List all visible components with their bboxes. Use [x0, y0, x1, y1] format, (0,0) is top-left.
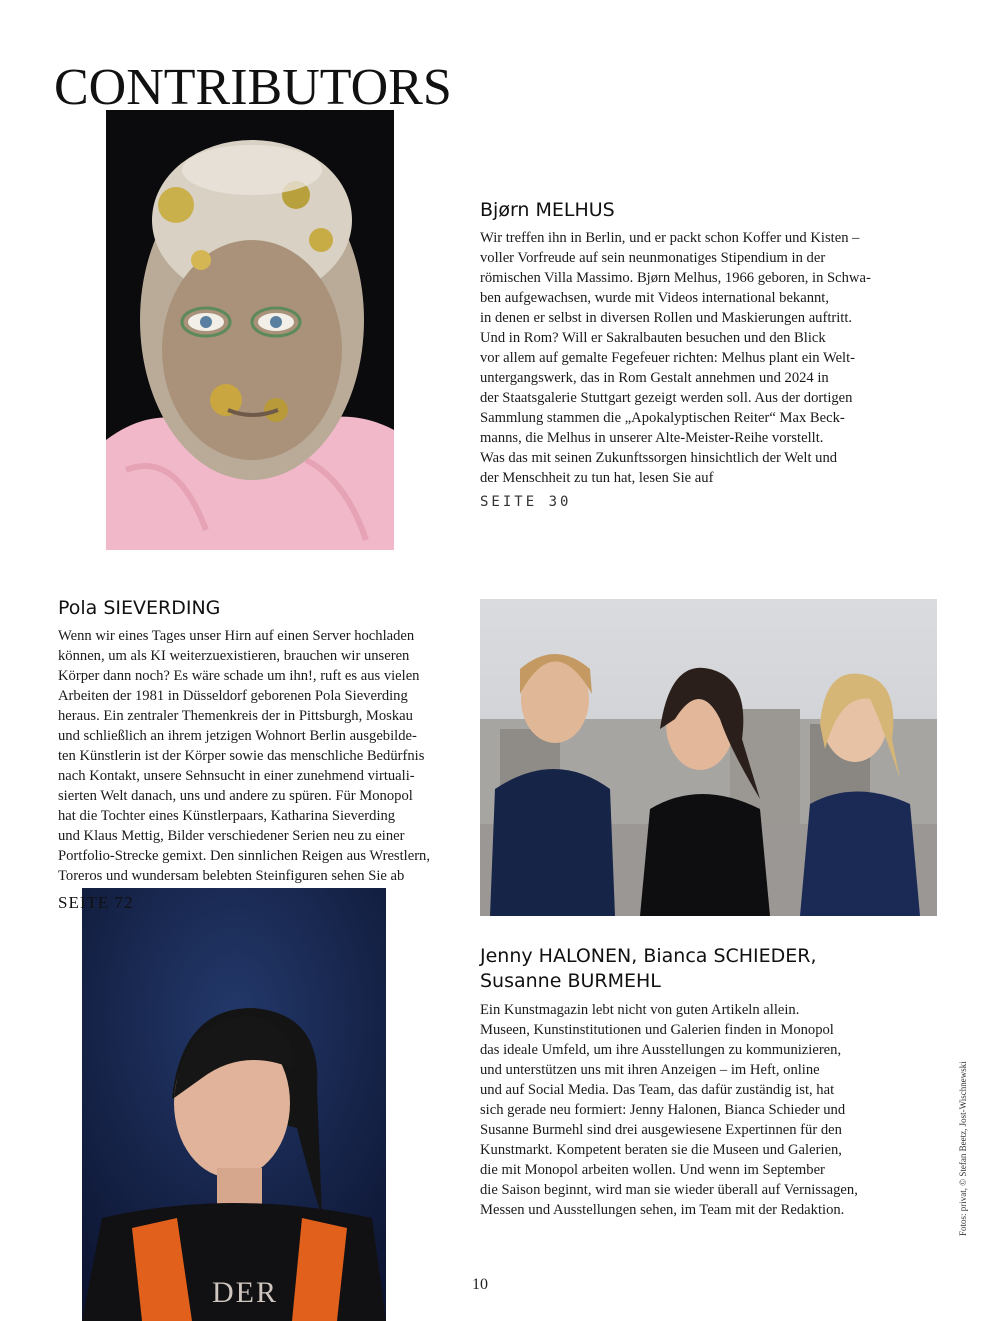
text-line: und auf Social Media. Das Team, das dafür zuständig ist, hat — [480, 1082, 835, 1098]
text-line: Arbeiten der 1981 in Düsseldorf geborenen Pola Sieverding — [58, 688, 408, 704]
text-line: können, um als KI weiterzuexistieren, brauchen wir unseren — [58, 648, 410, 664]
team-names-line-2: Susanne BURMEHL — [480, 970, 661, 992]
sieverding-page-reference: SEITE 72 — [58, 893, 134, 912]
melhus-page-reference: SEITE 30 — [480, 494, 572, 510]
team-names-line-1: Jenny HALONEN, Bianca SCHIEDER, — [480, 945, 817, 967]
text-line: nach Kontakt, unsere Sehnsucht in einer zunehmend virtuali- — [58, 768, 415, 784]
text-line: Portfolio-Strecke gemixt. Den sinnlichen Reigen aus Wrestlern, — [58, 848, 431, 864]
text-line: und Klaus Mettig, Bilder verschiedener Serien neu zu einer — [58, 828, 405, 844]
text-line: der Menschheit zu tun hat, lesen Sie auf — [480, 470, 714, 486]
text-line: Toreros und wundersam belebten Steinfiguren sehen Sie ab — [58, 868, 405, 884]
melhus-name: Bjørn MELHUS — [480, 199, 615, 221]
text-line: die Saison beginnt, wird man sie wieder überall auf Vernissagen, — [480, 1182, 858, 1198]
text-line: Messen und Ausstellungen sehen, im Team mit der Redaktion. — [480, 1202, 845, 1218]
page-title: CONTRIBUTORS — [54, 59, 452, 116]
sieverding-body — [58, 626, 430, 886]
text-line: Und in Rom? Will er Sakralbauten besuchen und den Blick — [480, 330, 826, 346]
text-line: ben aufgewachsen, wurde mit Videos international bekannt, — [480, 290, 829, 306]
text-line: die mit Monopol arbeiten wollen. Und wenn im September — [480, 1162, 825, 1178]
text-line: das ideale Umfeld, um ihre Ausstellungen zu kommunizieren, — [480, 1042, 842, 1058]
text-line: Wir treffen ihn in Berlin, und er packt schon Koffer und Kisten – — [480, 230, 860, 246]
text-line: vor allem auf gemalte Fegefeuer richten: Melhus plant ein Welt- — [480, 350, 856, 366]
text-line: und unterstützen uns mit ihren Anzeigen – im Heft, online — [480, 1062, 820, 1078]
team-group-photo — [480, 599, 937, 916]
photo-credit: Fotos: privat, © Stefan Beetz, Jost-Wischnewski — [958, 1061, 968, 1236]
melhus-portrait-photo — [106, 110, 394, 550]
text-line: ten Künstlerin ist der Körper sowie das menschliche Bedürfnis — [58, 748, 425, 764]
text-line: Sammlung stammen die „Apokalyptischen Reiter“ Max Beck- — [480, 410, 845, 426]
text-line: und schließlich an ihrem jetzigen Wohnort Berlin ausgebilde- — [58, 728, 417, 744]
text-line: römischen Villa Massimo. Bjørn Melhus, 1966 geboren, in Schwa- — [480, 270, 871, 286]
text-line: Museen, Kunstinstitutionen und Galerien finden in Monopol — [480, 1022, 834, 1038]
text-line: Ein Kunstmagazin lebt nicht von guten Artikeln allein. — [480, 1002, 800, 1018]
text-line: Körper dann noch? Es wäre schade um ihn!, ruft es aus vielen — [58, 668, 420, 684]
text-line: heraus. Ein zentraler Themenkreis der in Pittsburgh, Moskau — [58, 708, 413, 724]
text-line: in denen er selbst in diversen Rollen und Maskierungen auftritt. — [480, 310, 853, 326]
text-line: sierten Welt danach, uns und andere zu spüren. Für Monopol — [58, 788, 413, 804]
text-line: der Staatsgalerie Stuttgart gezeigt werden soll. Aus der dortigen — [480, 390, 853, 406]
page-number: 10 — [472, 1276, 488, 1293]
sieverding-name: Pola SIEVERDING — [58, 597, 221, 619]
text-line: Susanne Burmehl sind drei ausgewiesene Expertinnen für den — [480, 1122, 842, 1138]
text-line: sich gerade neu formiert: Jenny Halonen, Bianca Schieder und — [480, 1102, 846, 1118]
sieverding-portrait-photo — [82, 888, 386, 1321]
text-line: manns, die Melhus in unserer Alte-Meister-Reihe vorstellt. — [480, 430, 824, 446]
text-line: Kunstmarkt. Kompetent beraten sie die Museen und Galerien, — [480, 1142, 842, 1158]
text-line: hat die Tochter eines Künstlerpaars, Katharina Sieverding — [58, 808, 396, 824]
team-body — [480, 1000, 858, 1220]
text-line: Wenn wir eines Tages unser Hirn auf einen Server hochladen — [58, 628, 415, 644]
shirt-print-text: DER — [212, 1276, 278, 1309]
text-line: untergangswerk, das in Rom Gestalt annehmen und 2024 in — [480, 370, 829, 386]
text-line: Was das mit seinen Zukunftssorgen hinsichtlich der Welt und — [480, 450, 838, 466]
melhus-body — [480, 228, 871, 488]
text-line: voller Vorfreude auf sein neunmonatiges Stipendium in der — [480, 250, 826, 266]
